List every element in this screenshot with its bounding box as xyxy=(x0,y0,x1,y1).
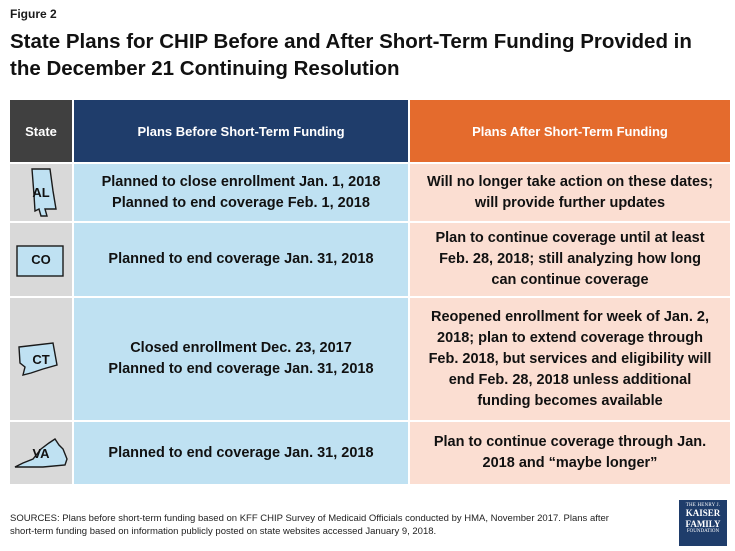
text-line: can continue coverage xyxy=(491,272,649,288)
logo-line: FOUNDATION xyxy=(686,529,720,534)
text-line: Feb. 2018, but services and eligibility will xyxy=(428,350,712,367)
figure-label: Figure 2 xyxy=(10,7,57,21)
text-line: 2018 and “maybe longer” xyxy=(482,455,658,471)
sources-note xyxy=(10,512,670,538)
header-before: Plans Before Short-Term Funding xyxy=(74,100,408,162)
text-line: Planned to close enrollment Jan. 1, 2018 xyxy=(101,173,381,190)
text-line: Planned to end coverage Feb. 1, 2018 xyxy=(112,194,370,211)
text-line: funding becomes available xyxy=(477,392,663,409)
text-line: Reopened enrollment for week of Jan. 2, xyxy=(431,308,709,325)
text-line: Plan to continue coverage through Jan. xyxy=(433,434,707,450)
sources-line: SOURCES: Plans before short-term funding based on KFF CHIP Survey of Medicaid Officials conducted by HMA, November 2017. Plans after xyxy=(10,513,609,524)
state-abbr: VA xyxy=(32,445,50,461)
state-abbr: AL xyxy=(32,185,50,200)
text-line: will provide further updates xyxy=(474,194,666,211)
sources-line: short-term funding based on information publicly posted on state websites accessed January 9, 2018. xyxy=(10,526,437,537)
text-line: Will no longer take action on these dates; xyxy=(427,173,713,190)
state-cell-ct xyxy=(10,298,72,420)
state-cell-co xyxy=(10,223,72,296)
table-row-co xyxy=(10,223,730,296)
text-line: Planned to end coverage Jan. 31, 2018 xyxy=(108,251,374,267)
table-row-al xyxy=(10,164,730,221)
text-line: Plan to continue coverage until at least xyxy=(435,230,705,246)
state-abbr: CT xyxy=(32,351,50,367)
after-cell-co xyxy=(410,223,730,296)
table-row-ct xyxy=(10,298,730,420)
logo-line: FAMILY xyxy=(685,519,721,529)
header-state: State xyxy=(10,100,72,162)
state-abbr: CO xyxy=(31,252,51,267)
after-cell-va xyxy=(410,422,730,484)
table-row-va xyxy=(10,422,730,484)
state-cell-al xyxy=(10,164,72,221)
figure-title: State Plans for CHIP Before and After Short-Term Funding Provided in the December 21 Continuing Resolution xyxy=(10,30,692,80)
after-cell-ct xyxy=(410,298,730,420)
before-cell-co xyxy=(74,223,408,296)
text-line: Feb. 28, 2018; still analyzing how long xyxy=(439,251,701,267)
logo-line: THE HENRY J. xyxy=(685,503,721,508)
before-cell-ct xyxy=(74,298,408,420)
header-after: Plans After Short-Term Funding xyxy=(410,100,730,162)
text-line: Planned to end coverage Jan. 31, 2018 xyxy=(108,361,374,377)
state-cell-va xyxy=(10,422,72,484)
text-line: Closed enrollment Dec. 23, 2017 xyxy=(130,340,352,356)
text-line: 2018; plan to extend coverage through xyxy=(437,329,703,346)
text-line: Planned to end coverage Jan. 31, 2018 xyxy=(108,444,374,461)
kff-logo xyxy=(679,500,727,546)
before-cell-va xyxy=(74,422,408,484)
text-line: end Feb. 28, 2018 unless additional xyxy=(448,371,692,388)
logo-line: KAISER xyxy=(685,508,721,518)
after-cell-al xyxy=(410,164,730,221)
before-cell-al xyxy=(74,164,408,221)
